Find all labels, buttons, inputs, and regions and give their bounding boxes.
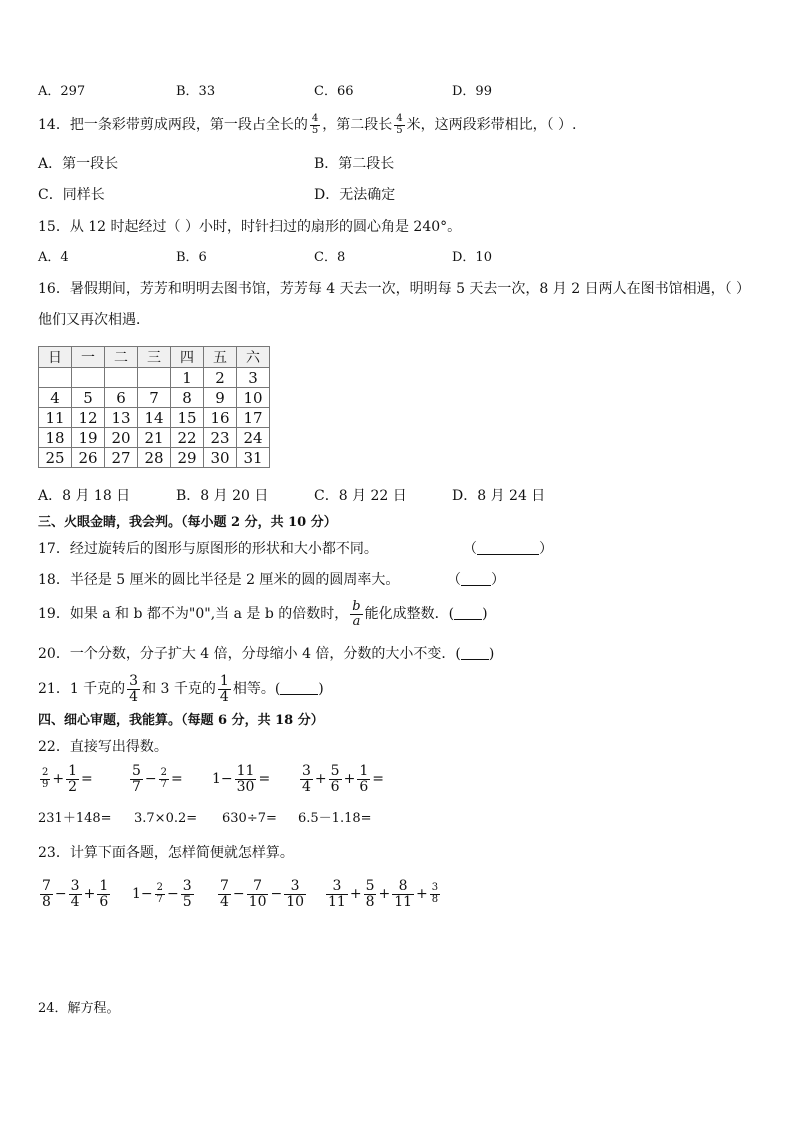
calendar-cell: 5: [72, 388, 105, 408]
calendar-cell: 3: [237, 368, 270, 388]
fraction: $\frac{8}{11}$: [394, 878, 413, 910]
q22-expr-2: $\frac{5}{7}$ − $\frac{2}{7}$ =: [132, 763, 183, 795]
fraction: $\frac{4}{5}$: [396, 113, 403, 136]
calendar-cell: 20: [105, 428, 138, 448]
calendar-cell: [138, 368, 171, 388]
q16-stem-line2: 他们又再次相遇．: [38, 312, 150, 328]
q23-expr-1: $\frac{7}{8}$ − $\frac{3}{4}$ + $\frac{1}{6}$: [42, 878, 109, 910]
q13-option-c: C．66: [314, 84, 354, 99]
q16-option-d: D．8 月 24 日: [452, 488, 546, 504]
calendar-header-row: [39, 347, 270, 368]
q16-option-c: C．8 月 22 日: [314, 488, 407, 504]
fraction: $\frac{3}{10}$: [286, 878, 305, 910]
q22-expr-4: $\frac{3}{4}$ + $\frac{5}{6}$ + $\frac{1}{6}$ =: [302, 763, 384, 795]
q16-option-a: A．8 月 18 日: [38, 488, 131, 504]
fraction: $\frac{1}{2}$: [68, 763, 78, 795]
calendar-cell: 7: [138, 388, 171, 408]
calendar-header-cell: 六: [237, 347, 270, 368]
fraction: $\frac{2}{7}$: [160, 767, 168, 790]
calendar-row: [39, 388, 270, 408]
calendar-cell: 22: [171, 428, 204, 448]
calendar-cell: 18: [39, 428, 72, 448]
q23-expr-3: $\frac{7}{4}$ − $\frac{7}{10}$ − $\frac{3}{10}$: [220, 878, 305, 910]
q22-expr-3: 1− $\frac{11}{30}$ =: [212, 763, 271, 795]
q22-row2-expr-2: 3.7×0.2=: [134, 811, 198, 826]
calendar-cell: 17: [237, 408, 270, 428]
calendar-cell: 1: [171, 368, 204, 388]
section-3-heading: 三、火眼金睛，我会判。（每小题 2 分，共 10 分）: [38, 515, 337, 530]
fraction: $\frac{7}{10}$: [248, 878, 267, 910]
q14-option-b: B．第二段长: [314, 156, 395, 172]
q14-option-c: C．同样长: [38, 187, 105, 203]
calendar-cell: 14: [138, 408, 171, 428]
fraction: $\frac{7}{8}$: [42, 878, 51, 910]
q15-stem: 15．从 12 时起经过（ ）小时，时针扫过的扇形的圆心角是 240°。: [38, 219, 462, 235]
calendar-header-cell: 日: [39, 347, 72, 368]
q16-option-b: B．8 月 20 日: [176, 488, 269, 504]
q13-option-a: A．297: [38, 84, 86, 99]
calendar-cell: 8: [171, 388, 204, 408]
fraction: $\frac{5}{6}$: [330, 763, 340, 795]
calendar-cell: 16: [204, 408, 237, 428]
calendar-cell: 25: [39, 448, 72, 468]
calendar-cell: 19: [72, 428, 105, 448]
calendar-row: [39, 448, 270, 468]
q19-answer-blank[interactable]: [454, 607, 482, 620]
q15-option-d: D．10: [452, 250, 492, 265]
q13-option-b: B．33: [176, 84, 216, 99]
q20-stem: 20．一个分数，分子扩大 4 倍，分母缩小 4 倍，分数的大小不变．( ): [38, 646, 495, 662]
q14-option-d: D．无法确定: [314, 187, 396, 203]
q22-expr-1: $\frac{2}{9}$ + $\frac{1}{2}$ =: [42, 763, 93, 795]
q20-answer-blank[interactable]: [461, 647, 489, 660]
q23-expr-4: $\frac{3}{11}$ + $\frac{5}{8}$ + $\frac{8}{11}$ + $\frac{3}{8}$: [328, 878, 439, 910]
calendar-header-cell: 四: [171, 347, 204, 368]
fraction: $\frac{3}{8}$: [431, 882, 439, 905]
calendar-cell: 30: [204, 448, 237, 468]
calendar-cell: 15: [171, 408, 204, 428]
calendar-cell: 2: [204, 368, 237, 388]
q14-stem: 14．把一条彩带剪成两段，第一段占全长的 $\frac{4}{5}$ ，第二段长 $\frac{4}{5}$ 米，这两段彩带相比，（ ）.: [38, 113, 577, 136]
calendar-header-cell: 一: [72, 347, 105, 368]
q24-title: 24．解方程。: [38, 1001, 120, 1016]
fraction: $\frac{5}{7}$: [132, 763, 141, 795]
q15-option-a: A．4: [38, 250, 69, 265]
fraction: $\frac{5}{8}$: [365, 878, 375, 910]
q16-stem-line1: 16．暑假期间，芳芳和明明去图书馆，芳芳每 4 天去一次，明明每 5 天去一次，8 月 2 日两人在图书馆相遇，（ ）: [38, 281, 751, 297]
q15-option-b: B．6: [176, 250, 207, 265]
q23-expr-2: 1− $\frac{2}{7}$ − $\frac{3}{5}$: [132, 878, 192, 910]
calendar-row: [39, 408, 270, 428]
fraction: $\frac{3}{5}$: [182, 878, 192, 910]
fraction: $\frac{3}{4}$: [70, 878, 80, 910]
calendar-cell: 13: [105, 408, 138, 428]
calendar-cell: [72, 368, 105, 388]
fraction: $\frac{3}{4}$: [302, 763, 311, 795]
fraction: $\frac{3}{11}$: [328, 878, 346, 910]
calendar-cell: 6: [105, 388, 138, 408]
fraction: $\frac{11}{30}$: [236, 763, 255, 795]
q21-answer-blank[interactable]: [280, 682, 318, 695]
calendar-cell: 29: [171, 448, 204, 468]
q14-option-a: A．第一段长: [38, 156, 119, 172]
section-4-heading: 四、细心审题，我能算。（每题 6 分，共 18 分）: [38, 713, 324, 728]
q17-answer-blank[interactable]: （ ）: [463, 541, 553, 557]
fraction: $\frac{b}{a}$: [352, 599, 361, 629]
calendar-header-cell: 五: [204, 347, 237, 368]
calendar-cell: 27: [105, 448, 138, 468]
calendar-cell: 31: [237, 448, 270, 468]
fraction: $\frac{2}{9}$: [42, 767, 49, 790]
fraction: $\frac{3}{4}$: [129, 673, 139, 705]
q18-answer-blank[interactable]: （ ）: [447, 572, 505, 588]
fraction: $\frac{1}{6}$: [99, 878, 109, 910]
calendar-cell: 9: [204, 388, 237, 408]
calendar-cell: [39, 368, 72, 388]
fraction: $\frac{7}{4}$: [220, 878, 229, 910]
q22-row2-expr-4: 6.5－1.18=: [298, 811, 372, 826]
fraction: $\frac{1}{4}$: [219, 673, 229, 705]
q18-stem: 18．半径是 5 厘米的圆比半径是 2 厘米的圆的圆周率大。: [38, 572, 400, 588]
calendar-cell: [105, 368, 138, 388]
calendar-cell: 28: [138, 448, 171, 468]
q22-title: 22．直接写出得数。: [38, 739, 168, 755]
calendar-header-cell: 二: [105, 347, 138, 368]
q17-stem: 17．经过旋转后的图形与原图形的形状和大小都不同。: [38, 541, 378, 557]
calendar-cell: 24: [237, 428, 270, 448]
fraction: $\frac{2}{7}$: [156, 882, 164, 905]
fraction: $\frac{1}{6}$: [359, 763, 369, 795]
calendar-cell: 23: [204, 428, 237, 448]
calendar-row: [39, 428, 270, 448]
calendar-table: [38, 346, 270, 468]
q22-row2-expr-1: 231＋148=: [38, 811, 112, 826]
calendar-cell: 11: [39, 408, 72, 428]
calendar-cell: 10: [237, 388, 270, 408]
q13-option-d: D．99: [452, 84, 492, 99]
calendar-header-cell: 三: [138, 347, 171, 368]
calendar-cell: 12: [72, 408, 105, 428]
q19-stem: 19．如果 a 和 b 都不为"0",当 a 是 b 的倍数时， $\frac{b}{a}$ 能化成整数．( ): [38, 599, 488, 629]
calendar-cell: 4: [39, 388, 72, 408]
calendar-row: [39, 368, 270, 388]
q15-option-c: C．8: [314, 250, 346, 265]
fraction: $\frac{4}{5}$: [311, 113, 319, 136]
calendar-cell: 21: [138, 428, 171, 448]
calendar-cell: 26: [72, 448, 105, 468]
q21-stem: 21．1 千克的 $\frac{3}{4}$ 和 3 千克的 $\frac{1}{4}$ 相等。( ): [38, 673, 324, 705]
q23-title: 23．计算下面各题，怎样简便就怎样算。: [38, 845, 294, 861]
q22-row2-expr-3: 630÷7=: [222, 811, 277, 826]
